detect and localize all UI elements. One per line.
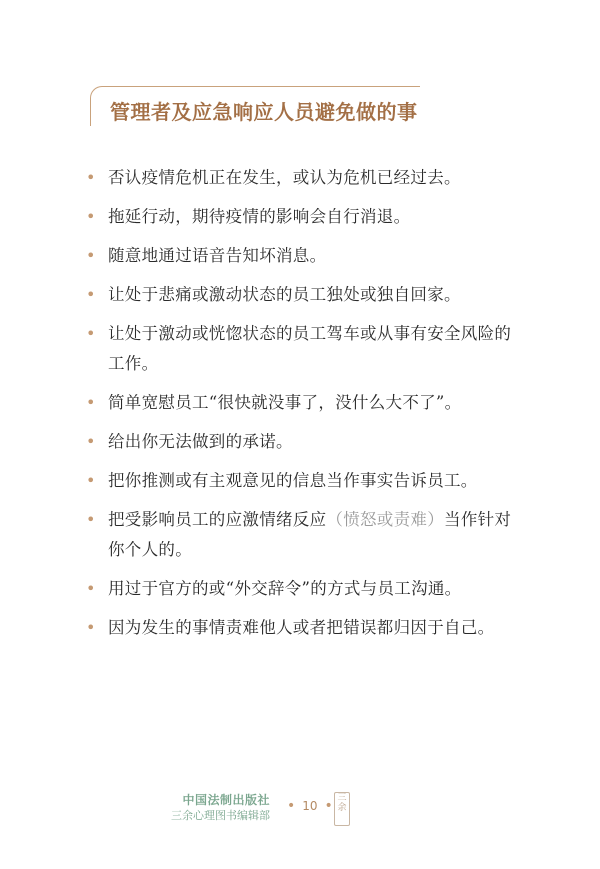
avoid-list: [86, 163, 526, 652]
list-item-text: 让处于悲痛或激动状态的员工独处或独自回家。: [108, 285, 461, 304]
separator-dot-icon: •: [324, 798, 333, 814]
separator-dot-icon: •: [287, 798, 296, 814]
page-number-block: [280, 798, 340, 814]
list-item: [86, 241, 526, 271]
list-item-text: 给出你无法做到的承诺。: [108, 432, 293, 451]
publisher-logo-icon: 三余: [334, 792, 350, 826]
section-title: 管理者及应急响应人员避免做的事: [110, 100, 418, 124]
bullet-icon: •: [86, 285, 96, 304]
list-item: [86, 319, 526, 379]
list-item: [86, 427, 526, 457]
bullet-icon: •: [86, 393, 96, 412]
list-item-text: 简单宽慰员工“很快就没事了，没什么大不了”。: [108, 393, 462, 412]
bullet-icon: •: [86, 510, 96, 529]
bullet-icon: •: [86, 471, 96, 490]
list-item: [86, 163, 526, 193]
list-item-text: [108, 505, 526, 565]
list-item-text: 拖延行动，期待疫情的影响会自行消退。: [108, 207, 411, 226]
title-frame-top-rule: [102, 86, 420, 87]
list-item: [86, 280, 526, 310]
list-item: [86, 505, 526, 565]
list-item: [86, 466, 526, 496]
bullet-icon: •: [86, 618, 96, 637]
list-item: [86, 574, 526, 604]
list-item: [86, 202, 526, 232]
bullet-icon: •: [86, 168, 96, 187]
list-item-text: 把你推测或有主观意见的信息当作事实告诉员工。: [108, 471, 478, 490]
publisher-block: [170, 792, 270, 823]
list-item-text: 因为发生的事情责难他人或者把错误都归因于自己。: [108, 618, 495, 637]
list-item-text: 随意地通过语音告知坏消息。: [108, 246, 327, 265]
page-footer: [170, 792, 430, 826]
list-item-text-part: 把受影响员工的应激情绪反应: [108, 510, 327, 529]
list-item: [86, 388, 526, 418]
list-item: [86, 613, 526, 643]
list-item-text: 否认疫情危机正在发生，或认为危机已经过去。: [108, 168, 461, 187]
list-item-text-part: 当作针对你个人的。: [108, 510, 512, 559]
list-item-text: 让处于激动或恍惚状态的员工驾车或从事有安全风险的工作。: [108, 324, 512, 373]
bullet-icon: •: [86, 579, 96, 598]
bullet-icon: •: [86, 246, 96, 265]
publisher-dept: 三余心理图书编辑部: [171, 809, 270, 822]
list-item-parenthetical: （愤怒或责难）: [326, 510, 445, 529]
bullet-icon: •: [86, 207, 96, 226]
page-number: 10: [302, 799, 318, 813]
title-frame-corner: [90, 86, 103, 99]
bullet-icon: •: [86, 432, 96, 451]
list-item-text: 用过于官方的或“外交辞令”的方式与员工沟通。: [108, 579, 462, 598]
title-frame-left-rule: [90, 98, 91, 126]
bullet-icon: •: [86, 324, 96, 343]
publisher-name: 中国法制出版社: [182, 793, 270, 807]
